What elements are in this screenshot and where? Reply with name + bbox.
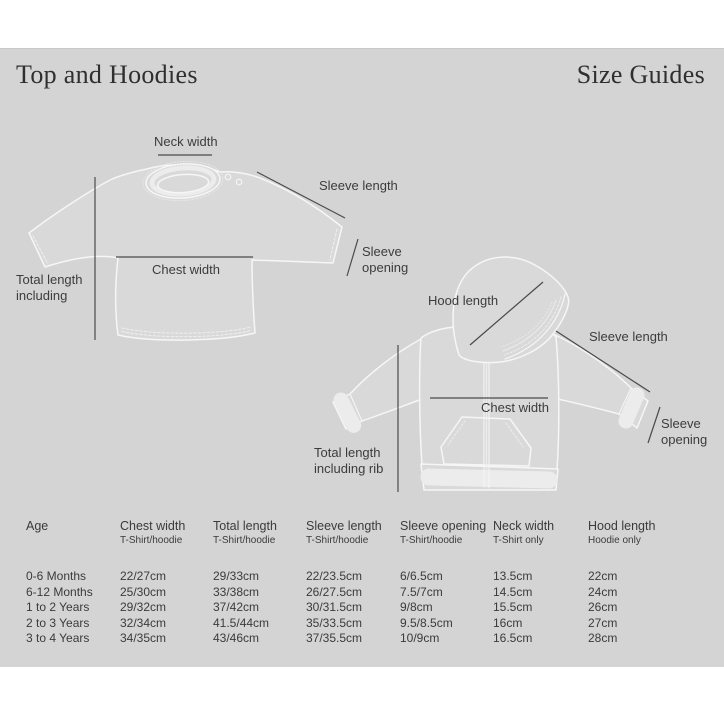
cell-sleeve-length: 35/33.5cm [306,615,363,630]
column-header-label: Sleeve length [306,519,382,533]
tshirt-sleeve-length-label: Sleeve length [319,178,398,193]
page-title: Top and Hoodies [16,60,198,89]
cell-hood-length: 24cm [588,584,618,599]
cell-chest-width: 32/34cm [120,615,167,630]
cell-chest-width: 22/27cm [120,569,167,583]
tshirt-sleeve-opening-line [347,239,358,276]
table-row [26,585,716,601]
column-header-sublabel: Hoodie only [588,535,641,546]
cell-sleeve-opening: 7.5/7cm [400,584,443,599]
hoodie-chest-width-label: Chest width [481,400,549,415]
cell-hood-length: 28cm [588,631,618,646]
cell-total-length: 43/46cm [213,631,260,646]
column-header-label: Age [26,519,49,533]
cell-sleeve-opening: 9/8cm [400,600,433,615]
column-header-sublabel: T-Shirt only [493,535,544,546]
cell-neck-width: 16.5cm [493,631,533,646]
hoodie-total-length-label-line2: including rib [314,461,384,476]
column-header-label: Chest width [120,519,186,533]
column-header-sublabel: T-Shirt/hoodie [306,535,369,546]
hoodie-total-length-label [314,445,383,477]
cell-age: 3 to 4 Years [26,631,90,646]
hoodie-sleeve-opening-line [648,407,660,443]
cell-total-length: 29/33cm [213,569,260,583]
table-row [26,600,716,616]
table-row [26,616,716,632]
column-header-label: Neck width [493,519,555,533]
hoodie-sleeve-length-label: Sleeve length [589,329,668,344]
tshirt-neck-width-label: Neck width [154,134,218,149]
size-table-body [26,569,716,647]
cell-age: 1 to 2 Years [26,600,90,615]
cell-sleeve-opening: 9.5/8.5cm [400,615,453,630]
table-row [26,631,716,647]
cell-neck-width: 15.5cm [493,600,533,615]
cell-neck-width: 13.5cm [493,569,533,583]
hoodie-sleeve-opening-label-line1: Sleeve [661,416,701,431]
tshirt-sleeve-opening-label-line2: opening [362,260,409,275]
column-header-age [26,518,120,547]
tshirt-snap-button [225,174,231,180]
tshirt-sleeve-opening-label [362,244,408,276]
cell-total-length: 37/42cm [213,600,260,615]
hoodie-hem-rib [429,477,551,480]
cell-chest-width: 25/30cm [120,584,167,599]
column-header-neck-width [493,518,588,547]
size-table-header [26,518,716,547]
tshirt-chest-width-label: Chest width [152,262,220,277]
cell-neck-width: 16cm [493,615,523,630]
tshirt-illustration [29,159,342,340]
column-header-sleeve-opening [400,518,493,547]
cell-total-length: 33/38cm [213,584,260,599]
tshirt-total-length-label-line1: Total length [16,272,83,287]
column-header-sublabel: T-Shirt/hoodie [400,535,463,546]
cell-sleeve-opening: 6/6.5cm [400,569,443,583]
cell-sleeve-length: 30/31.5cm [306,600,363,615]
hoodie-right-cuff-rib [626,395,637,421]
page-subtitle: Size Guides [576,60,705,89]
cell-age: 6-12 Months [26,584,93,599]
cell-sleeve-length: 37/35.5cm [306,631,363,646]
cell-hood-length: 27cm [588,615,618,630]
cell-sleeve-length: 26/27.5cm [306,584,363,599]
size-table [26,518,716,647]
table-row [26,569,716,585]
column-header-label: Total length [213,519,277,533]
column-header-label: Sleeve opening [400,519,487,533]
cell-hood-length: 26cm [588,600,618,615]
tshirt-snap-button [236,179,242,185]
tshirt-total-length-label [16,272,83,304]
hoodie-sleeve-opening-label [661,416,707,448]
hoodie-total-length-label-line1: Total length [314,445,381,460]
cell-hood-length: 22cm [588,569,618,583]
cell-age: 0-6 Months [26,569,87,583]
tshirt-sleeve-opening-label-line1: Sleeve [362,244,402,259]
hoodie-sleeve-opening-label-line2: opening [661,432,708,447]
column-header-chest-width [120,518,213,547]
column-header-total-length [213,518,306,547]
column-header-sleeve-length [306,518,400,547]
column-header-label: Hood length [588,519,656,533]
cell-chest-width: 34/35cm [120,631,167,646]
cell-sleeve-length: 22/23.5cm [306,569,363,583]
column-header-sublabel: T-Shirt/hoodie [213,535,276,546]
hoodie-hood-length-label: Hood length [428,293,499,308]
cell-sleeve-opening: 10/9cm [400,631,440,646]
column-header-sublabel: T-Shirt/hoodie [120,535,183,546]
tshirt-total-length-label-line2: including [16,288,68,303]
cell-neck-width: 14.5cm [493,584,533,599]
cell-total-length: 41.5/44cm [213,615,270,630]
column-header-hood-length [588,518,716,547]
cell-chest-width: 29/32cm [120,600,167,615]
cell-age: 2 to 3 Years [26,615,90,630]
